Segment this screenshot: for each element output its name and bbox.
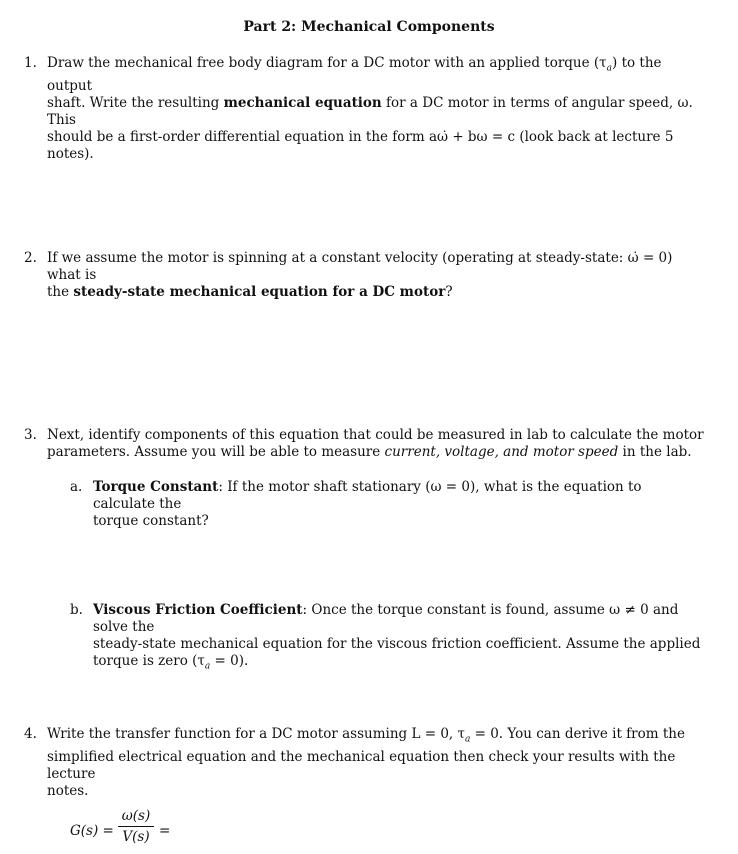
question-2-line-2: the steady-state mechanical equation for a DC motor?	[47, 284, 453, 300]
question-3b-label: b.	[70, 602, 83, 618]
transfer-function-lhs: G(s) =	[70, 823, 114, 839]
transfer-function	[70, 808, 270, 852]
question-2-text	[47, 250, 707, 301]
question-3a-line-2: torque constant?	[93, 513, 209, 529]
question-3a-text	[93, 479, 703, 530]
question-4-number: 4.	[24, 726, 37, 742]
question-3-text	[47, 427, 707, 461]
transfer-function-numerator: ω(s)	[121, 808, 151, 824]
question-3-line-2: parameters. Assume you will be able to measure current, voltage, and motor speed in the lab.	[47, 444, 692, 460]
question-1-number: 1.	[24, 55, 37, 71]
question-4-line-3: notes.	[47, 782, 89, 799]
question-2-number: 2.	[24, 250, 37, 266]
question-3b-line-3: torque is zero $(\tau_a = 0)$.	[93, 653, 249, 672]
question-4-text	[47, 726, 707, 800]
section-title: Part 2: Mechanical Components	[243, 19, 495, 35]
question-2-line-1: If we assume the motor is spinning at a constant velocity (operating at steady-state: ω̇ = 0) what is	[47, 250, 673, 283]
question-3a-label: a.	[70, 479, 83, 495]
question-4-line-1: Write the transfer function for a DC motor assuming L = 0, $\tau_a = 0$. You can derive it from the	[47, 726, 685, 745]
transfer-function-fraction	[118, 808, 154, 845]
question-3b-line-1: Viscous Friction Coefficient: Once the torque constant is found, assume ω ≠ 0 and solve the	[93, 602, 679, 635]
fraction-bar	[118, 826, 154, 827]
question-1-line-3: should be a first-order differential equation in the form aω̇ + bω = c (look back at lecture 5 notes).	[47, 128, 674, 162]
question-4-line-2: simplified electrical equation and the mechanical equation then check your results with the lecture	[47, 748, 676, 782]
question-3-number: 3.	[24, 427, 37, 443]
question-1-line-2: shaft. Write the resulting mechanical equation for a DC motor in terms of angular speed, ω. This	[47, 94, 693, 128]
transfer-function-denominator: V(s)	[122, 829, 150, 845]
transfer-function-equals: =	[159, 823, 171, 839]
question-3-line-1: Next, identify components of this equation that could be measured in lab to calculate the motor	[47, 427, 704, 443]
question-3b-text	[93, 602, 703, 676]
question-3b-line-2: steady-state mechanical equation for the viscous friction coefficient. Assume the applied	[93, 636, 701, 652]
question-3a-line-1: Torque Constant: If the motor shaft stationary (ω = 0), what is the equation to calculate the	[93, 479, 642, 512]
question-1-text	[47, 55, 707, 163]
question-1-line-1: Draw the mechanical free body diagram for a DC motor with an applied torque $(\tau_a)$ to the output	[47, 55, 662, 94]
